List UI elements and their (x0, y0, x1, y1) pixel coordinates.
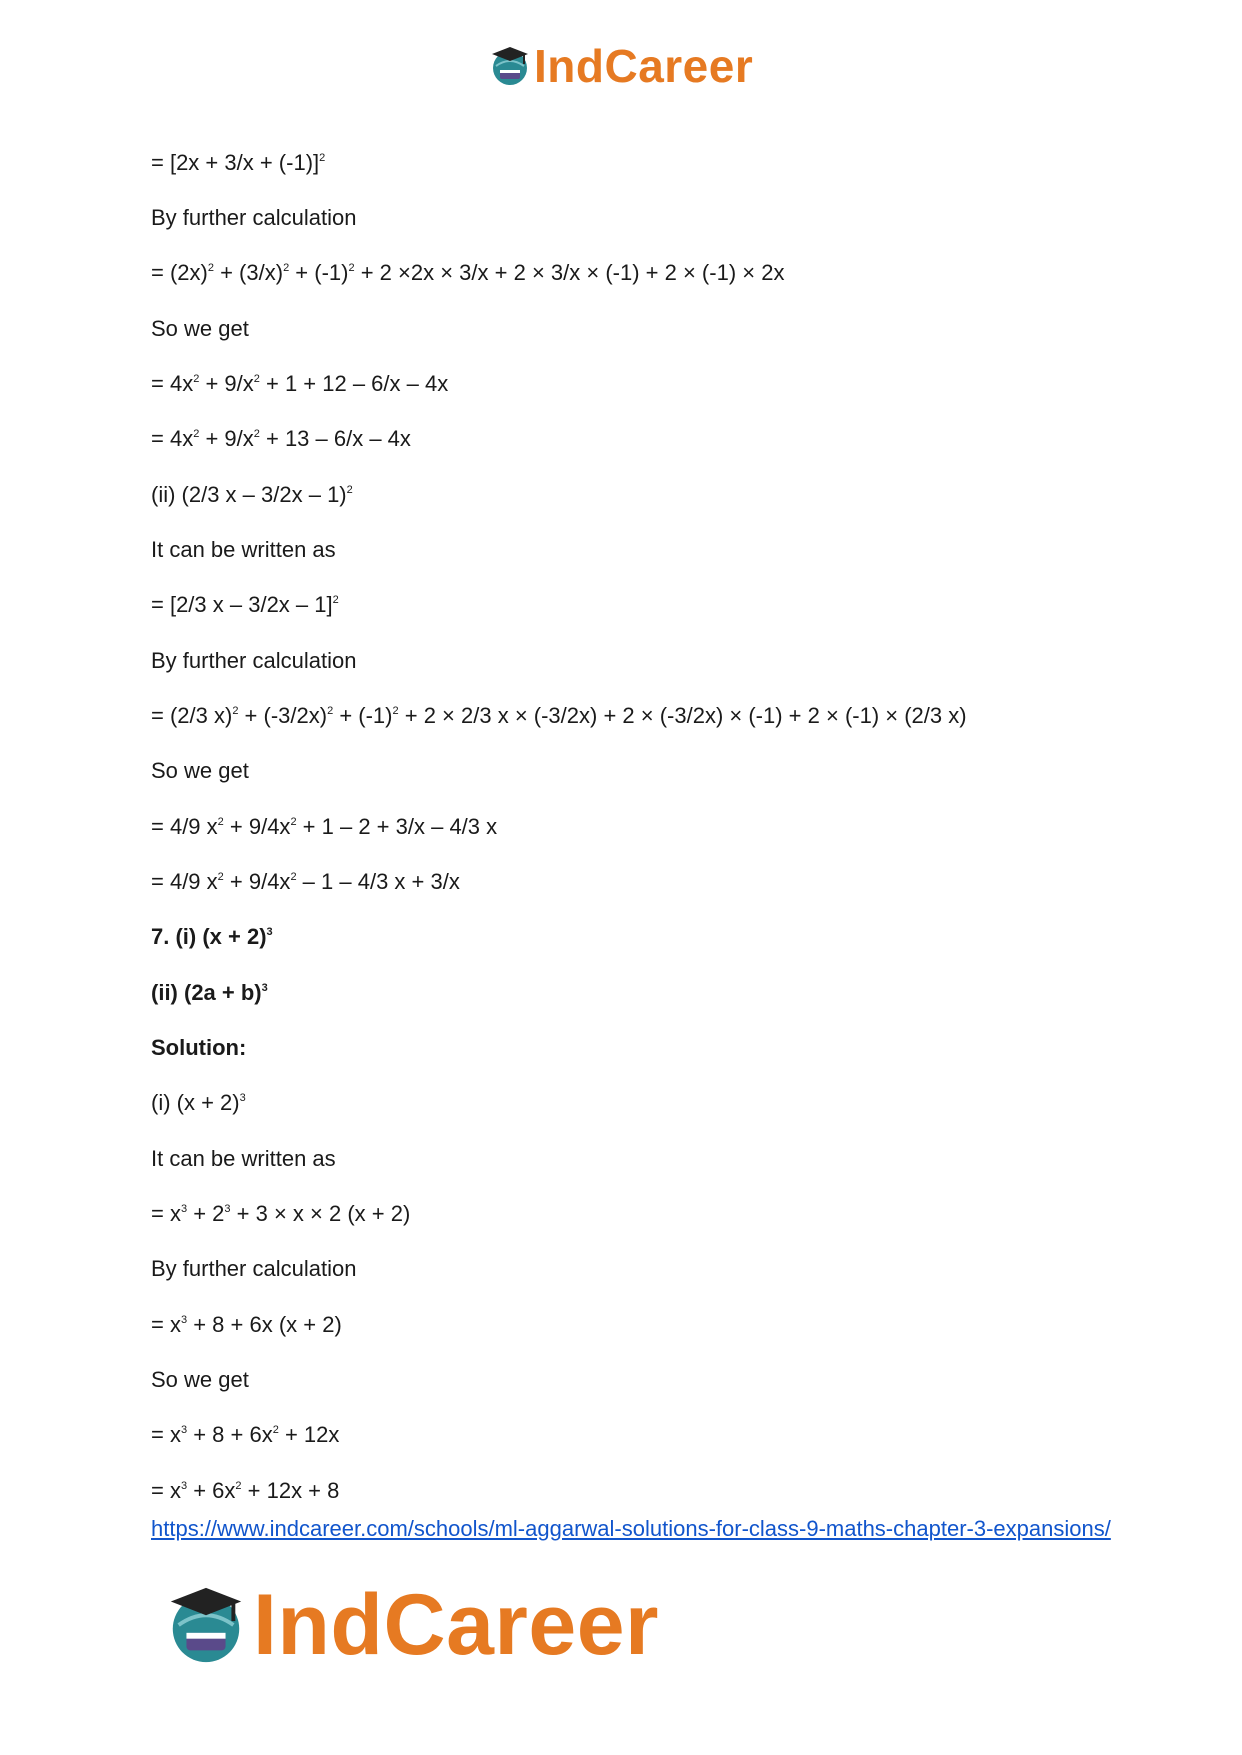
text-line: So we get (151, 316, 249, 341)
text-line: So we get (151, 758, 249, 783)
math-line: = [2/3 x – 3/2x – 1]$^2$ (151, 592, 339, 617)
math-line: = $x^3 + 6x^2 + 12x + 8$ (151, 1478, 340, 1503)
math-line: (i) $(x + 2)^3$ (151, 1090, 246, 1115)
graduation-globe-icon (488, 44, 532, 88)
logo-text: IndCareer (534, 40, 754, 92)
math-line: = $(2x)^2 + (3/x)^2 + (-1)^2 + 2 \times 2x \times 3/x + 2 \times 3/x \times (-1) + 2 \times (-1) \times 2x$ (151, 260, 785, 285)
math-line: = $x^3 + 8 + 6x$ (x + 2) (151, 1312, 342, 1337)
math-line: = $x^3 + 2^3 + 3 \times x \times 2$ (x + 2) (151, 1201, 411, 1226)
graduation-globe-icon (163, 1582, 249, 1668)
math-line: = 4/9 $x^2 + 9/4x^2 + 1 - 2 + 3/x - 4/3$ x (151, 814, 498, 839)
text-line: It can be written as (151, 1146, 336, 1171)
math-line: (ii) (2/3 x – 3/2x – 1)$^2$ (151, 482, 353, 507)
question-heading: (ii) $(2a + b)^3$ (151, 980, 268, 1005)
header-logo (488, 42, 753, 90)
text-line: So we get (151, 1367, 249, 1392)
question-heading: 7. (i) $(x + 2)^3$ (151, 924, 273, 949)
math-line: = $[2x + 3/x + (-1)]^2$ (151, 150, 326, 175)
text-line: It can be written as (151, 537, 336, 562)
math-line: = $4x^2 + 9/x^2 + 13 - 6/x - 4x$ (151, 426, 411, 451)
solution-heading: Solution: (151, 1035, 247, 1060)
math-line: = 4/9 $x^2 + 9/4x^2 - 1 - 4/3$ x + 3/x (151, 869, 460, 894)
math-line: = $x^3 + 8 + 6x^2 + 12x$ (151, 1422, 340, 1447)
logo-text: IndCareer (253, 1576, 659, 1673)
source-link[interactable]: https://www.indcareer.com/schools/ml-aggarwal-solutions-for-class-9-maths-chapter-3-expansions/ (151, 1516, 1111, 1541)
math-line: = $4x^2 + 9/x^2 + 1 + 12 - 6/x - 4x$ (151, 371, 449, 396)
text-line: By further calculation (151, 205, 357, 230)
math-line: = (2/3 $x)^2 + (-3/2x)^2 + (-1)^2 + 2 \times 2/3$ x × (-3/2x) + 2 × (-3/2x) × (-1) + 2 × (-1) × (2/3 x) (151, 703, 967, 728)
footer-logo (163, 1576, 659, 1673)
text-line: By further calculation (151, 1256, 357, 1281)
text-line: By further calculation (151, 648, 357, 673)
